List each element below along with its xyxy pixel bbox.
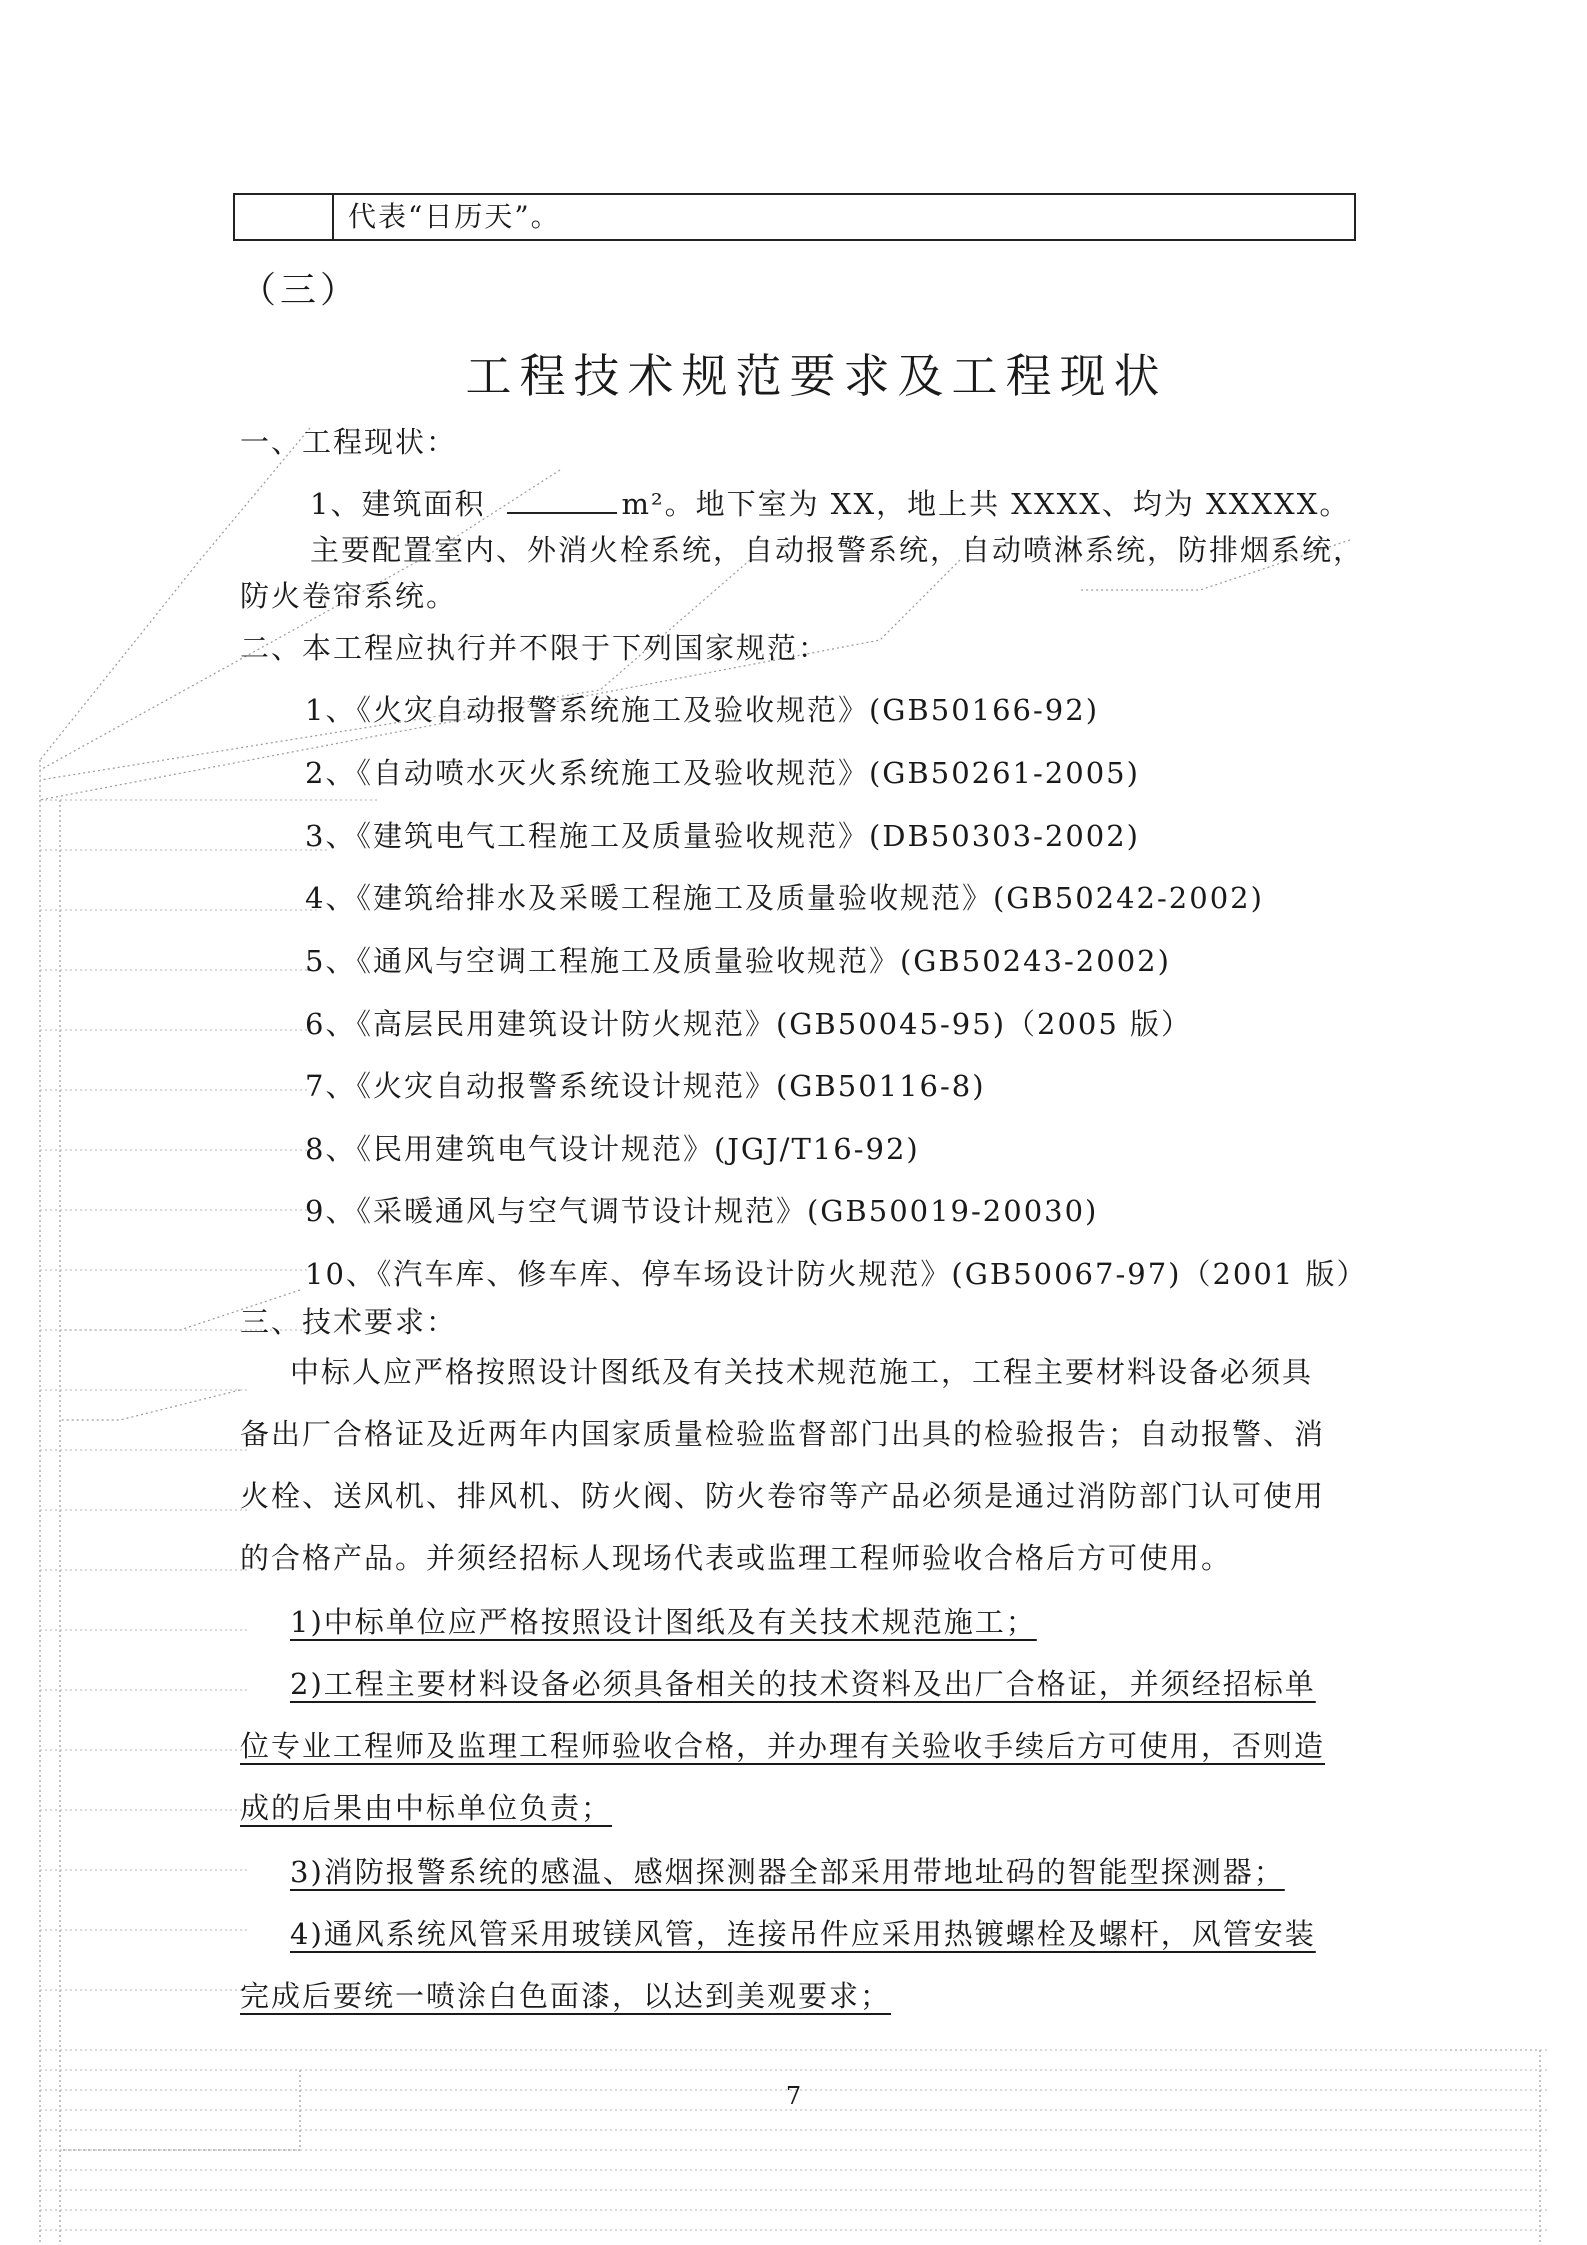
area-suffix: m²。地下室为 XX，地上共 XXXX、均为 XXXXX。: [621, 487, 1351, 521]
status-line-1: [310, 482, 1350, 523]
requirement-4-line-1: 4)通风系统风管采用玻镁风管，连接吊件应采用热镀螺栓及螺杆，风管安装: [290, 1917, 1316, 1951]
requirement-1: 1)中标单位应严格按照设计图纸及有关技术规范施工；: [290, 1605, 1037, 1639]
standard-item-1: 1、《火灾自动报警系统施工及验收规范》(GB50166-92): [305, 693, 1100, 727]
standards-heading: 二、本工程应执行并不限于下列国家规范：: [240, 631, 830, 665]
carryover-table-row: [233, 193, 1356, 241]
standard-item-9: 9、《采暖通风与空气调节设计规范》(GB50019-20030): [305, 1194, 1099, 1228]
tech-para-line-4: 的合格产品。并须经招标人现场代表或监理工程师验收合格后方可使用。: [240, 1541, 1233, 1575]
tech-para-line-3: 火栓、送风机、排风机、防火阀、防火卷帘等产品必须是通过消防部门认可使用: [240, 1479, 1326, 1513]
status-heading: 一、工程现状：: [240, 425, 458, 459]
standard-item-7: 7、《火灾自动报警系统设计规范》(GB50116-8): [305, 1069, 986, 1103]
area-blank: [507, 484, 617, 514]
tech-para-line-1: 中标人应严格按照设计图纸及有关技术规范施工，工程主要材料设备必须具: [290, 1355, 1314, 1389]
table-cell-empty: [235, 195, 334, 239]
status-line-2: 主要配置室内、外消火栓系统，自动报警系统，自动喷淋系统，防排烟系统，: [310, 533, 1365, 567]
area-label: 1、建筑面积: [310, 487, 486, 521]
requirement-4-line-2: 完成后要统一喷涂白色面漆，以达到美观要求；: [240, 1979, 892, 2013]
standard-item-8: 8、《民用建筑电气设计规范》(JGJ/T16-92): [305, 1132, 920, 1166]
standard-item-10: 10、《汽车库、修车库、停车场设计防火规范》(GB50067-97)（2001 版）: [305, 1257, 1368, 1291]
page-title: 工程技术规范要求及工程现状: [465, 349, 1168, 403]
standard-item-3: 3、《建筑电气工程施工及质量验收规范》(DB50303-2002): [305, 819, 1140, 853]
requirement-2-line-3: 成的后果由中标单位负责；: [240, 1791, 613, 1825]
tech-para-line-2: 备出厂合格证及近两年内国家质量检验监督部门出具的检验报告；自动报警、消: [240, 1417, 1326, 1451]
page-number: 7: [785, 2082, 802, 2110]
requirement-2-line-2: 位专业工程师及监理工程师验收合格，并办理有关验收手续后方可使用，否则造: [240, 1729, 1326, 1763]
standard-item-6: 6、《高层民用建筑设计防火规范》(GB50045-95)（2005 版）: [305, 1007, 1193, 1041]
table-cell-text: 代表“日历天”。: [348, 200, 561, 233]
section-number: （三）: [240, 270, 361, 311]
standard-item-4: 4、《建筑给排水及采暖工程施工及质量验收规范》(GB50242-2002): [305, 881, 1264, 915]
standard-item-2: 2、《自动喷水灭火系统施工及验收规范》(GB50261-2005): [305, 756, 1140, 790]
tech-heading: 三、技术要求：: [240, 1305, 458, 1339]
requirement-2-line-1: 2)工程主要材料设备必须具备相关的技术资料及出厂合格证，并须经招标单: [290, 1667, 1316, 1701]
requirement-3: 3)消防报警系统的感温、感烟探测器全部采用带地址码的智能型探测器；: [290, 1855, 1285, 1889]
status-line-3: 防火卷帘系统。: [240, 579, 458, 613]
standard-item-5: 5、《通风与空调工程施工及质量验收规范》(GB50243-2002): [305, 944, 1171, 978]
